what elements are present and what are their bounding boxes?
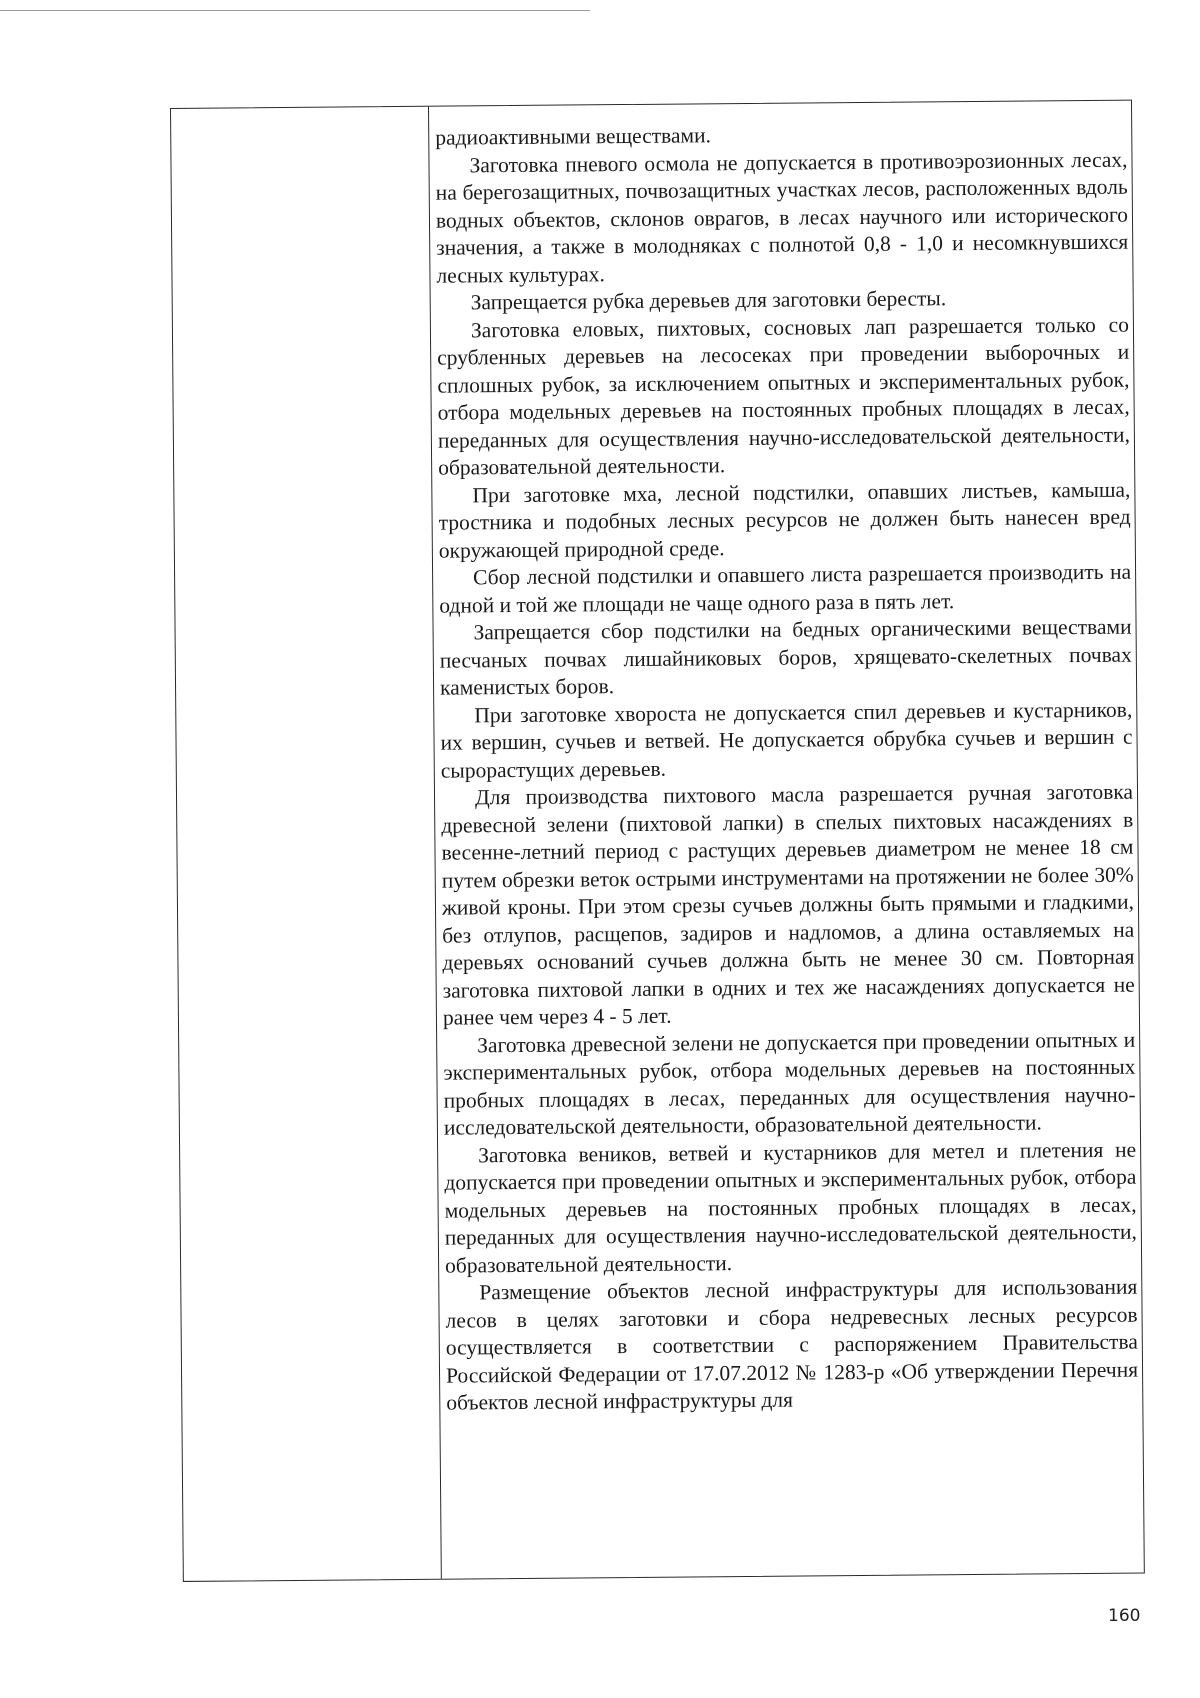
table-right-column [429, 101, 1144, 1579]
document-table [170, 100, 1145, 1582]
paragraph: Заготовка еловых, пихтовых, сосновых лап разрешается только со срубленных деревьев на лесосеках при проведении выборочных и сплошных рубок, за исключением опытных и экспериментальных рубок, отбора модельных деревьев на постоянных пробных площадях в лесах, переданных для осуществления научно-исследовательской деятельности, образовательной деятельности. [437, 312, 1130, 480]
paragraph: Сбор лесной подстилки и опавшего листа разрешается производить на одной и той же площади не чаще одного раза в пять лет. [439, 559, 1132, 618]
page-number: 160 [1108, 1606, 1141, 1626]
table-left-column [171, 107, 442, 1581]
paragraph: Заготовка пневого осмола не допускается в противоэрозионных лесах, на берегозащитных, почвозащитных участках лесов, расположенных вдоль водных объектов, склонов оврагов, в лесах научного или исторического значения, а также в молодняках с полнотой 0,8 - 1,0 и несомкнувшихся лесных культурах. [435, 147, 1129, 288]
paragraph: Заготовка веников, ветвей и кустарников для метел и плетения не допускается при проведении опытных и экспериментальных рубок, отбора модельных деревьев на постоянных пробных площадях в лесах, переданных для осуществления научно-исследовательской деятельности, образовательной деятельности. [444, 1137, 1137, 1278]
paragraph: Размещение объектов лесной инфраструктуры для использования лесов в целях заготовки и сбора недревесных лесных ресурсов осуществляется в соответствии с распоряжением Правительства Российской Федерации от 17.07.2012 № 1283-р «Об утверждении Перечня объектов лесной инфраструктуры для [445, 1274, 1139, 1415]
paragraph: При заготовке хвороста не допускается спил деревьев и кустарников, их вершин, сучьев и ветвей. Не допускается обрубка сучьев и вершин с сырорастущих деревьев. [440, 697, 1133, 783]
paragraph: радиоактивными веществами. [435, 123, 712, 150]
paragraph: Для производства пихтового масла разрешается ручная заготовка древесной зелени (пихтовой лапки) в спелых пихтовых насаждениях в весенне-летний период с растущих деревьев диаметром не менее 18 см путем обрезки веток острыми инструментами на протяжении не более 30% живой кроны. При этом срезы сучьев должны быть прямыми и гладкими, без отлупов, расщепов, задиров и надломов, а длина оставляемых на деревьях оснований сучьев должна быть не менее 30 см. Повторная заготовка пихтовой лапки в одних и тех же насаждениях допускается не ранее чем через 4 - 5 лет. [441, 779, 1135, 1030]
paragraph: Запрещается сбор подстилки на бедных органическими веществами песчаных почвах лишайниковых боров, хрящевато-скелетных почвах каменистых боров. [439, 614, 1132, 700]
scan-edge-line [0, 10, 590, 11]
paragraph: Заготовка древесной зелени не допускается при проведении опытных и экспериментальных рубок, отбора модельных деревьев на постоянных пробных площадях в лесах, переданных для осуществления научно-исследовательской деятельности, образовательной деятельности. [443, 1027, 1136, 1140]
paragraph: Запрещается рубка деревьев для заготовки бересты. [470, 286, 947, 315]
paragraph: При заготовке мха, лесной подстилки, опавших листьев, камыша, тростника и подобных лесных ресурсов не должен быть нанесен вред окружающей природной среде. [438, 477, 1131, 563]
